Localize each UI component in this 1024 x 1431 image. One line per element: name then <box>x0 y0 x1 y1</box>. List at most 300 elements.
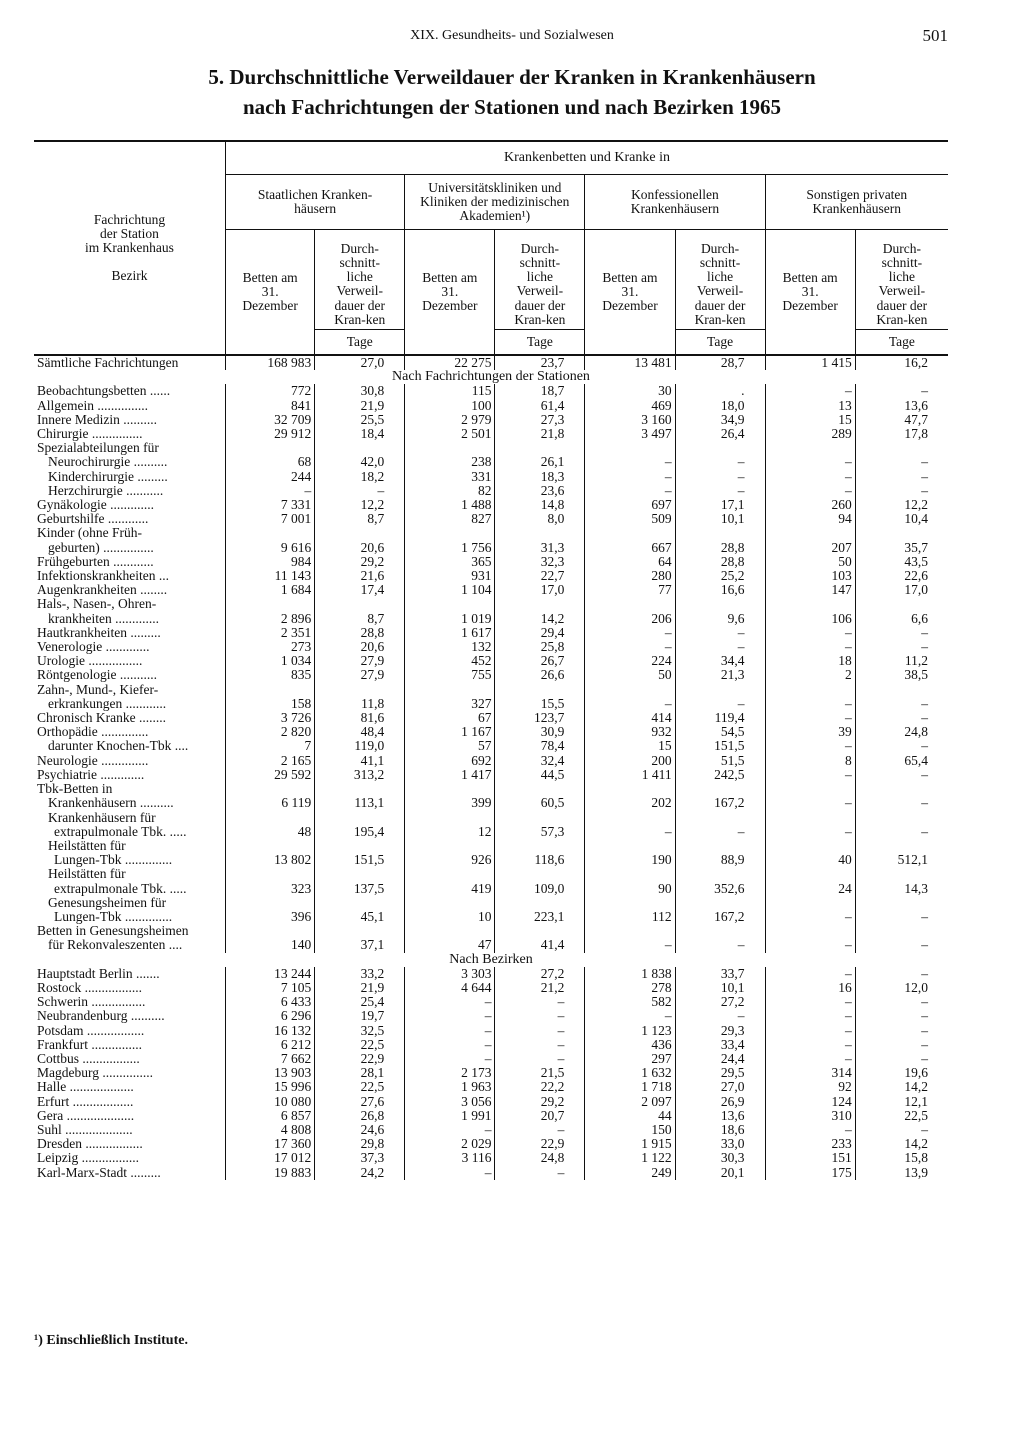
cell-value <box>765 441 855 455</box>
row-label: Sämtliche Fachrichtungen <box>37 355 179 370</box>
cell-value <box>855 867 948 881</box>
row-label: Cottbus ................. <box>37 1050 140 1066</box>
cell-value: 29,4 <box>495 626 585 640</box>
cell-value: 27,2 <box>495 967 585 981</box>
cell-value <box>765 526 855 540</box>
cell-value: 21,5 <box>495 1066 585 1080</box>
row-label: Hals-, Nasen-, Ohren- <box>37 596 157 612</box>
row-label: Betten in Genesungsheimen <box>37 923 189 939</box>
cell-value <box>495 811 585 825</box>
cell-value: 32,3 <box>495 555 585 569</box>
cell-value: 26,4 <box>675 427 765 441</box>
cell-value: 94 <box>765 512 855 526</box>
cell-value: 1 915 <box>585 1137 675 1151</box>
cell-value: 352,6 <box>675 882 765 896</box>
cell-value: 158 <box>225 697 314 711</box>
row-label: Urologie ................ <box>37 653 143 669</box>
cell-value: 16 132 <box>225 1024 314 1038</box>
table-row <box>34 1024 948 1038</box>
table-row <box>34 739 948 753</box>
cell-value: – <box>765 640 855 654</box>
cell-value <box>855 811 948 825</box>
table-row <box>34 668 948 682</box>
cell-value <box>225 526 314 540</box>
cell-value <box>585 839 675 853</box>
cell-value: 692 <box>405 754 495 768</box>
cell-value: 233 <box>765 1137 855 1151</box>
cell-value <box>495 683 585 697</box>
row-label: Erfurt .................. <box>37 1093 134 1109</box>
cell-value: 92 <box>765 1080 855 1094</box>
cell-value: 32 709 <box>225 413 314 427</box>
cell-value: – <box>855 470 948 484</box>
cell-value: – <box>855 711 948 725</box>
cell-value <box>585 867 675 881</box>
cell-value <box>495 526 585 540</box>
cell-value: 42,0 <box>315 455 405 469</box>
cell-value: – <box>675 1009 765 1023</box>
row-label: Innere Medizin .......... <box>37 411 157 427</box>
cell-value: 61,4 <box>495 399 585 413</box>
cell-value: – <box>855 938 948 952</box>
row-label: Lungen-Tbk .............. <box>54 852 173 868</box>
row-label: krankheiten ............. <box>48 610 159 626</box>
cell-value: 37,1 <box>315 938 405 952</box>
cell-value <box>675 811 765 825</box>
cell-value: 60,5 <box>495 796 585 810</box>
cell-value: – <box>585 626 675 640</box>
cell-value: 17,0 <box>495 583 585 597</box>
row-label: für Rekonvaleszenten .... <box>48 937 183 953</box>
table-row <box>34 839 948 853</box>
cell-value <box>405 924 495 938</box>
cell-value: 22,5 <box>315 1038 405 1052</box>
table-row <box>34 484 948 498</box>
cell-value: 1 415 <box>765 356 855 370</box>
cell-value: 7 105 <box>225 981 314 995</box>
cell-value <box>585 782 675 796</box>
cell-value: 17 360 <box>225 1137 314 1151</box>
cell-value: 238 <box>405 455 495 469</box>
cell-value: 20,6 <box>315 640 405 654</box>
cell-value: 29,8 <box>315 1137 405 1151</box>
cell-value: 223,1 <box>495 910 585 924</box>
cell-value: 22,5 <box>855 1109 948 1123</box>
row-label: Venerologie ............. <box>37 639 150 655</box>
table-row <box>34 697 948 711</box>
cell-value: 16 <box>765 981 855 995</box>
table-row <box>34 1109 948 1123</box>
cell-value: – <box>855 1123 948 1137</box>
cell-value: 21,2 <box>495 981 585 995</box>
row-label: Tbk-Betten in <box>37 781 113 797</box>
row-label: darunter Knochen-Tbk .... <box>48 738 189 754</box>
cell-value: 88,9 <box>675 853 765 867</box>
cell-value: . <box>675 384 765 398</box>
cell-value: 21,8 <box>495 427 585 441</box>
col-betten-1: Betten am 31. Dezember <box>225 230 314 356</box>
cell-value: 150 <box>585 1123 675 1137</box>
table-row <box>34 583 948 597</box>
cell-value: 18,7 <box>495 384 585 398</box>
cell-value <box>765 896 855 910</box>
cell-value: 14,2 <box>855 1080 948 1094</box>
cell-value <box>675 683 765 697</box>
table-row <box>34 427 948 441</box>
cell-value: – <box>405 1052 495 1066</box>
row-label: Suhl .................... <box>37 1121 133 1137</box>
cell-value: 399 <box>405 796 495 810</box>
cell-value: 365 <box>405 555 495 569</box>
cell-value: 452 <box>405 654 495 668</box>
row-label: Röntgenologie ........... <box>37 667 157 683</box>
cell-value: 827 <box>405 512 495 526</box>
cell-value: 14,8 <box>495 498 585 512</box>
cell-value <box>855 924 948 938</box>
row-label: Genesungsheimen für <box>48 894 167 910</box>
cell-value: 2 896 <box>225 612 314 626</box>
cell-value: – <box>765 938 855 952</box>
cell-value: 22,6 <box>855 569 948 583</box>
cell-value: 13 481 <box>585 356 675 370</box>
cell-value: 20,1 <box>675 1166 765 1180</box>
row-label: Neurologie .............. <box>37 752 149 768</box>
cell-value: 8,0 <box>495 512 585 526</box>
row-label: Krankenhäusern .......... <box>48 795 174 811</box>
cell-value: 44,5 <box>495 768 585 782</box>
cell-value: 6 296 <box>225 1009 314 1023</box>
row-label: Gynäkologie ............. <box>37 497 154 513</box>
cell-value <box>225 441 314 455</box>
cell-value: 1 488 <box>405 498 495 512</box>
cell-value: 19,7 <box>315 1009 405 1023</box>
table-row <box>34 825 948 839</box>
cell-value: 31,3 <box>495 541 585 555</box>
cell-value: – <box>495 1038 585 1052</box>
cell-value: 17,8 <box>855 427 948 441</box>
cell-value <box>405 811 495 825</box>
table-row <box>34 995 948 1009</box>
row-label: Neubrandenburg .......... <box>37 1008 165 1024</box>
cell-value: – <box>765 739 855 753</box>
row-label: Lungen-Tbk .............. <box>54 908 173 924</box>
cell-value: 772 <box>225 384 314 398</box>
col-dauer-4: Durch-schnitt-liche Verweil-dauer der Kran-ken <box>855 230 948 330</box>
section-title-bezirke <box>34 953 948 967</box>
row-label: Orthopädie .............. <box>37 724 149 740</box>
cell-value: 113,1 <box>315 796 405 810</box>
cell-value: 68 <box>225 455 314 469</box>
table-header <box>34 141 948 356</box>
cell-value: 33,7 <box>675 967 765 981</box>
cell-value: 51,5 <box>675 754 765 768</box>
cell-value: – <box>765 768 855 782</box>
cell-value: 26,7 <box>495 654 585 668</box>
cell-value: – <box>675 484 765 498</box>
table-row <box>34 541 948 555</box>
cell-value <box>225 896 314 910</box>
cell-value: 18,6 <box>675 1123 765 1137</box>
cell-value: – <box>765 1052 855 1066</box>
cell-value <box>495 782 585 796</box>
cell-value <box>225 811 314 825</box>
row-label: Schwerin ................ <box>37 994 146 1010</box>
cell-value: 24,8 <box>855 725 948 739</box>
cell-value <box>585 811 675 825</box>
cell-value: 30,3 <box>675 1151 765 1165</box>
cell-value: – <box>855 484 948 498</box>
cell-value: 17,1 <box>675 498 765 512</box>
cell-value: 39 <box>765 725 855 739</box>
cell-value: 2 501 <box>405 427 495 441</box>
table-row <box>34 683 948 697</box>
row-label: Potsdam ................. <box>37 1022 145 1038</box>
row-label: geburten) ............... <box>48 539 154 555</box>
cell-value: 41,4 <box>495 938 585 952</box>
table-row <box>34 910 948 924</box>
cell-value: 10,4 <box>855 512 948 526</box>
cell-value <box>855 526 948 540</box>
cell-value: – <box>765 470 855 484</box>
unit-3: Tage <box>675 330 765 356</box>
cell-value: 200 <box>585 754 675 768</box>
cell-value: 4 644 <box>405 981 495 995</box>
cell-value: 1 838 <box>585 967 675 981</box>
cell-value: 7 662 <box>225 1052 314 1066</box>
cell-value: 297 <box>585 1052 675 1066</box>
table-row <box>34 1095 948 1109</box>
cell-value: 25,8 <box>495 640 585 654</box>
cell-value: 90 <box>585 882 675 896</box>
row-label: Chirurgie ............... <box>37 426 143 442</box>
cell-value: 26,9 <box>675 1095 765 1109</box>
cell-value: – <box>765 1009 855 1023</box>
cell-value: 289 <box>765 427 855 441</box>
cell-value: 13 903 <box>225 1066 314 1080</box>
cell-value: 30,8 <box>315 384 405 398</box>
cell-value: – <box>765 384 855 398</box>
cell-value: – <box>585 640 675 654</box>
total-row <box>34 356 948 370</box>
cell-value: 35,7 <box>855 541 948 555</box>
cell-value: 40 <box>765 853 855 867</box>
cell-value: 10 080 <box>225 1095 314 1109</box>
cell-value <box>315 782 405 796</box>
row-label: Heilstätten für <box>48 866 126 882</box>
cell-value <box>315 597 405 611</box>
section-title-text: Nach Fachrichtungen der Stationen <box>392 369 590 385</box>
table-row <box>34 626 948 640</box>
cell-value: 249 <box>585 1166 675 1180</box>
cell-value: 12 <box>405 825 495 839</box>
cell-value: 18,0 <box>675 399 765 413</box>
cell-value: 38,5 <box>855 668 948 682</box>
cell-value: 19 883 <box>225 1166 314 1180</box>
cell-value: 13,9 <box>855 1166 948 1180</box>
cell-value: 932 <box>585 725 675 739</box>
cell-value: – <box>765 697 855 711</box>
cell-value: 29 912 <box>225 427 314 441</box>
cell-value: 140 <box>225 938 314 952</box>
cell-value: 112 <box>585 910 675 924</box>
row-label: Dresden ................. <box>37 1136 143 1152</box>
row-label: Geburtshilfe ............ <box>37 511 149 527</box>
cell-value: – <box>765 1024 855 1038</box>
cell-value: 33,2 <box>315 967 405 981</box>
cell-value <box>675 867 765 881</box>
cell-value: 29,5 <box>675 1066 765 1080</box>
cell-value: 14,2 <box>495 612 585 626</box>
cell-value: – <box>765 1123 855 1137</box>
cell-value: 7 331 <box>225 498 314 512</box>
cell-value: 22,5 <box>315 1080 405 1094</box>
cell-value: – <box>765 484 855 498</box>
cell-value: – <box>495 1052 585 1066</box>
cell-value: – <box>855 995 948 1009</box>
cell-value <box>495 441 585 455</box>
cell-value: – <box>855 640 948 654</box>
cell-value: 202 <box>585 796 675 810</box>
cell-value: 57,3 <box>495 825 585 839</box>
stub-line-2: der Station <box>100 226 159 241</box>
cell-value: 25,5 <box>315 413 405 427</box>
table-row <box>34 967 948 981</box>
cell-value: 21,9 <box>315 399 405 413</box>
cell-value: 27,6 <box>315 1095 405 1109</box>
table-row <box>34 384 948 398</box>
cell-value: 24,8 <box>495 1151 585 1165</box>
cell-value: 9 616 <box>225 541 314 555</box>
table-row <box>34 938 948 952</box>
table-row <box>34 1080 948 1094</box>
cell-value <box>225 683 314 697</box>
cell-value: 1 167 <box>405 725 495 739</box>
cell-value: 29,2 <box>495 1095 585 1109</box>
cell-value: 419 <box>405 882 495 896</box>
cell-value: 115 <box>405 384 495 398</box>
cell-value <box>855 441 948 455</box>
cell-value: 41,1 <box>315 754 405 768</box>
cell-value: – <box>765 825 855 839</box>
cell-value: 34,4 <box>675 654 765 668</box>
cell-value: 20,6 <box>315 541 405 555</box>
cell-value <box>765 782 855 796</box>
cell-value: 37,3 <box>315 1151 405 1165</box>
cell-value: 15 <box>765 413 855 427</box>
cell-value: 224 <box>585 654 675 668</box>
cell-value: 30,9 <box>495 725 585 739</box>
cell-value: 2 979 <box>405 413 495 427</box>
stub-line-3: im Krankenhaus <box>85 240 174 255</box>
cell-value: 7 <box>225 739 314 753</box>
cell-value: 396 <box>225 910 314 924</box>
section-title-fachrichtungen <box>34 370 948 384</box>
cell-value <box>315 811 405 825</box>
cell-value <box>315 924 405 938</box>
cell-value: 984 <box>225 555 314 569</box>
cell-value <box>225 839 314 853</box>
cell-value: – <box>585 1009 675 1023</box>
cell-value <box>765 867 855 881</box>
row-label: Augenkrankheiten ........ <box>37 582 168 598</box>
cell-value <box>315 526 405 540</box>
cell-value: 118,6 <box>495 853 585 867</box>
cell-value: 106 <box>765 612 855 626</box>
cell-value: – <box>585 484 675 498</box>
cell-value: 168 983 <box>225 356 314 370</box>
cell-value: 3 116 <box>405 1151 495 1165</box>
cell-value: 175 <box>765 1166 855 1180</box>
cell-value: 1 617 <box>405 626 495 640</box>
cell-value: 755 <box>405 668 495 682</box>
cell-value: 100 <box>405 399 495 413</box>
title-line-2: nach Fachrichtungen der Stationen und nach Bezirken 1965 <box>242 95 782 119</box>
cell-value: 24,2 <box>315 1166 405 1180</box>
cell-value: 109,0 <box>495 882 585 896</box>
stub-line-4: Bezirk <box>111 268 148 283</box>
cell-value <box>765 811 855 825</box>
cell-value: 167,2 <box>675 910 765 924</box>
cell-value <box>315 839 405 853</box>
cell-value: 1 034 <box>225 654 314 668</box>
cell-value: 1 104 <box>405 583 495 597</box>
cell-value <box>315 867 405 881</box>
table-row <box>34 853 948 867</box>
cell-value: 327 <box>405 697 495 711</box>
cell-value: 30 <box>585 384 675 398</box>
cell-value: 48,4 <box>315 725 405 739</box>
cell-value: 190 <box>585 853 675 867</box>
row-label: Kinder (ohne Früh- <box>37 525 142 541</box>
cell-value: 11,2 <box>855 654 948 668</box>
cell-value: 23,6 <box>495 484 585 498</box>
cell-value: 147 <box>765 583 855 597</box>
cell-value: – <box>765 711 855 725</box>
cell-value: 78,4 <box>495 739 585 753</box>
cell-value: 21,9 <box>315 981 405 995</box>
cell-value <box>855 597 948 611</box>
cell-value: 13 802 <box>225 853 314 867</box>
cell-value <box>765 839 855 853</box>
row-label: Krankenhäusern für <box>48 809 156 825</box>
cell-value <box>495 924 585 938</box>
cell-value: – <box>495 1024 585 1038</box>
cell-value: – <box>675 626 765 640</box>
table-row <box>34 867 948 881</box>
cell-value: 1 019 <box>405 612 495 626</box>
cell-value: 167,2 <box>675 796 765 810</box>
cell-value: – <box>675 640 765 654</box>
stub-header <box>34 141 225 355</box>
cell-value: 22,7 <box>495 569 585 583</box>
top-group-header: Krankenbetten und Kranke in <box>225 141 948 175</box>
page-number: 501 <box>922 26 948 45</box>
cell-value: 28,8 <box>315 626 405 640</box>
cell-value: 6 212 <box>225 1038 314 1052</box>
cell-value: 82 <box>405 484 495 498</box>
cell-value <box>315 441 405 455</box>
cell-value: 45,1 <box>315 910 405 924</box>
cell-value: 27,9 <box>315 668 405 682</box>
cell-value: 835 <box>225 668 314 682</box>
cell-value: – <box>585 470 675 484</box>
cell-value: – <box>405 1009 495 1023</box>
cell-value: – <box>675 938 765 952</box>
cell-value: 1 756 <box>405 541 495 555</box>
cell-value: – <box>675 455 765 469</box>
cell-value: – <box>855 626 948 640</box>
cell-value <box>585 924 675 938</box>
